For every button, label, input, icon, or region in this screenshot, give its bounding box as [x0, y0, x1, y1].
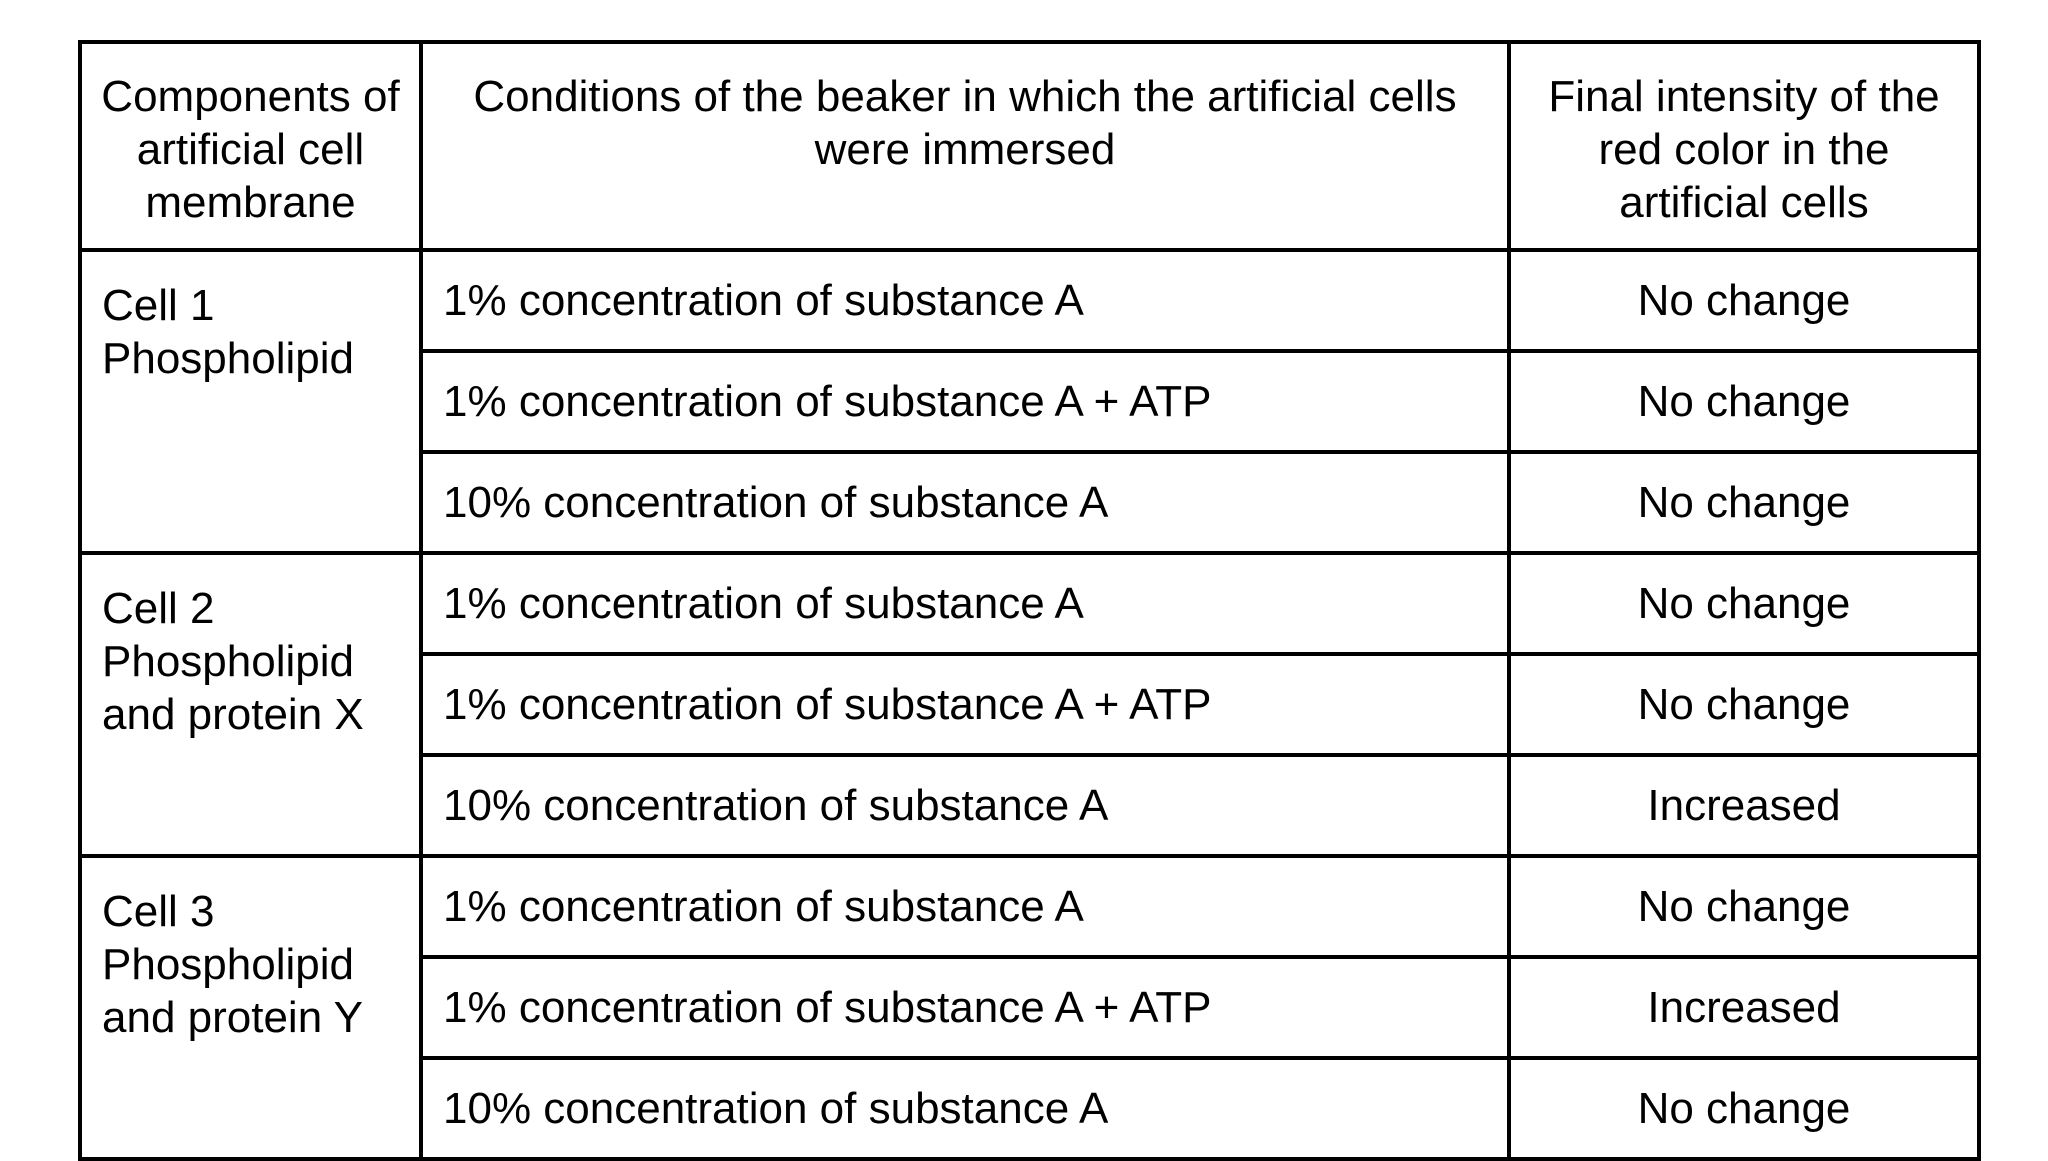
condition-cell: 1% concentration of substance A [421, 856, 1509, 957]
header-red-intensity: Final intensity of the red color in the artificial cells [1509, 42, 1979, 250]
result-cell: No change [1509, 250, 1979, 351]
condition-cell: 1% concentration of substance A + ATP [421, 957, 1509, 1058]
cell-2-components [80, 553, 421, 856]
experiment-table [78, 40, 1981, 1161]
membrane-components: Phospholipid and protein Y [102, 940, 363, 1042]
result-cell: No change [1509, 351, 1979, 452]
condition-cell: 1% concentration of substance A + ATP [421, 654, 1509, 755]
result-cell: Increased [1509, 957, 1979, 1058]
table-row [80, 856, 1979, 957]
condition-cell: 1% concentration of substance A [421, 250, 1509, 351]
result-cell: No change [1509, 1058, 1979, 1159]
cell-label: Cell 1 [102, 281, 215, 330]
cell-label: Cell 3 [102, 887, 215, 936]
result-cell: Increased [1509, 755, 1979, 856]
header-components: Components of artificial cell membrane [80, 42, 421, 250]
header-conditions: Conditions of the beaker in which the artificial cells were immersed [421, 42, 1509, 250]
condition-cell: 10% concentration of substance A [421, 1058, 1509, 1159]
result-cell: No change [1509, 553, 1979, 654]
condition-cell: 1% concentration of substance A + ATP [421, 351, 1509, 452]
result-cell: No change [1509, 856, 1979, 957]
membrane-components: Phospholipid and protein X [102, 637, 364, 739]
result-cell: No change [1509, 452, 1979, 553]
cell-1-components [80, 250, 421, 553]
condition-cell: 10% concentration of substance A [421, 452, 1509, 553]
condition-cell: 10% concentration of substance A [421, 755, 1509, 856]
condition-cell: 1% concentration of substance A [421, 553, 1509, 654]
result-cell: No change [1509, 654, 1979, 755]
cell-label: Cell 2 [102, 584, 215, 633]
table-row [80, 553, 1979, 654]
table-row [80, 250, 1979, 351]
cell-3-components [80, 856, 421, 1159]
membrane-components: Phospholipid [102, 334, 354, 383]
header-row [80, 42, 1979, 250]
